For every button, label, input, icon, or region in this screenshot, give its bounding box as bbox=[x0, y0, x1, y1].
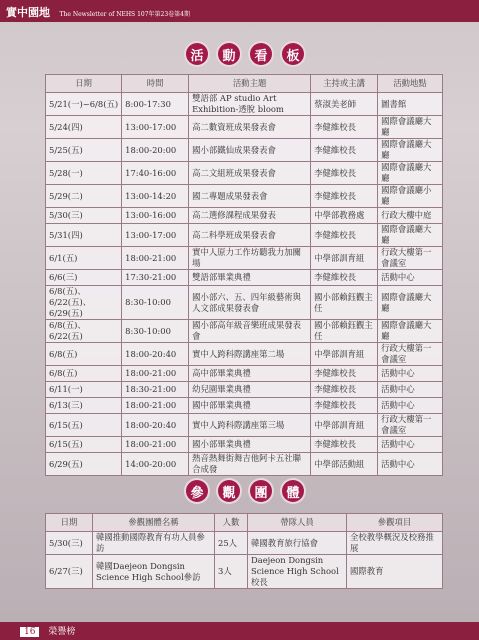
activities-table bbox=[45, 74, 443, 476]
table-cell: 中學部活動組 bbox=[311, 453, 378, 476]
table-row bbox=[46, 343, 443, 366]
table-cell: 6/8(五)、6/22(五)、6/29(五) bbox=[46, 286, 122, 320]
table-row bbox=[46, 382, 443, 398]
table-cell: 6/8(五) bbox=[46, 343, 122, 366]
table-cell: 8:30-10:00 bbox=[122, 320, 189, 343]
table-row bbox=[46, 116, 443, 139]
table-cell: 行政大樓第一會議室 bbox=[378, 343, 443, 366]
table-cell: 18:00-21:00 bbox=[122, 247, 189, 270]
table-cell: 雙語部畢業典禮 bbox=[189, 270, 311, 286]
table-cell: 國二專題成果發表會 bbox=[189, 185, 311, 208]
table-cell: 17:40-16:00 bbox=[122, 162, 189, 185]
newsletter-name: 實中園地 bbox=[6, 6, 50, 19]
top-banner bbox=[0, 0, 479, 22]
table-cell: 18:00-21:00 bbox=[122, 366, 189, 382]
table-cell: 國際會議廳大廳 bbox=[378, 286, 443, 320]
title-char: 板 bbox=[282, 43, 304, 65]
table-cell: 李健維校長 bbox=[311, 162, 378, 185]
table-row bbox=[46, 139, 443, 162]
table-cell: 全校教學概況及校務推展 bbox=[347, 532, 443, 555]
table-cell: 李健維校長 bbox=[311, 139, 378, 162]
table-cell: 李健維校長 bbox=[311, 398, 378, 414]
table-cell: 中學部訓育組 bbox=[311, 343, 378, 366]
table-cell: 雙語部 AP studio Art Exhibition-透脫 bloom bbox=[189, 93, 311, 116]
table-cell: 活動中心 bbox=[378, 366, 443, 382]
table-cell: 國際會議廳大廳 bbox=[378, 320, 443, 343]
table-cell: 3人 bbox=[215, 555, 248, 589]
table-cell: 高二數資班成果發表會 bbox=[189, 116, 311, 139]
table-cell: 國際教育 bbox=[347, 555, 443, 589]
table-cell: 國小部六、五、四年級藝術與人文部成果發表會 bbox=[189, 286, 311, 320]
table-row bbox=[46, 93, 443, 116]
table-header-row bbox=[46, 75, 443, 93]
table-cell: 國際會議廳大廳 bbox=[378, 162, 443, 185]
title-char: 動 bbox=[218, 43, 240, 65]
table-cell: 18:00-20:40 bbox=[122, 343, 189, 366]
table-cell: 活動中心 bbox=[378, 382, 443, 398]
col-leader: 帶隊人員 bbox=[248, 514, 347, 532]
table-cell: 中學部訓育組 bbox=[311, 247, 378, 270]
table-cell: 高二選修課程成果發表 bbox=[189, 208, 311, 224]
table-row bbox=[46, 162, 443, 185]
table-cell: 李健維校長 bbox=[311, 366, 378, 382]
table-cell: 李健維校長 bbox=[311, 116, 378, 139]
table-cell: 6/15(五) bbox=[46, 414, 122, 437]
table-cell: Daejeon Dongsin Science High School校長 bbox=[248, 555, 347, 589]
table-cell: 李健維校長 bbox=[311, 224, 378, 247]
table-row bbox=[46, 208, 443, 224]
table-cell: 幼兒園畢業典禮 bbox=[189, 382, 311, 398]
table-row bbox=[46, 555, 443, 589]
table-cell: 5/25(五) bbox=[46, 139, 122, 162]
table-cell: 13:00-17:00 bbox=[122, 116, 189, 139]
table-cell: 5/30(三) bbox=[46, 208, 122, 224]
table-row bbox=[46, 247, 443, 270]
table-cell: 李健維校長 bbox=[311, 382, 378, 398]
table-cell: 6/8(五)、6/22(五) bbox=[46, 320, 122, 343]
title-char: 團 bbox=[250, 480, 272, 502]
table-cell: 國小部賴鈺觀主任 bbox=[311, 320, 378, 343]
table-cell: 5/29(二) bbox=[46, 185, 122, 208]
table-cell: 5/21(一)~6/8(五) bbox=[46, 93, 122, 116]
table-cell: 國小部鐵仙成果發表會 bbox=[189, 139, 311, 162]
table-cell: 18:00-20:40 bbox=[122, 414, 189, 437]
table-cell: 13:00-16:00 bbox=[122, 208, 189, 224]
table-cell: 6/8(五) bbox=[46, 366, 122, 382]
col-date: 日期 bbox=[46, 75, 122, 93]
table-cell: 韓國Daejeon Dongsin Science High School參訪 bbox=[93, 555, 215, 589]
table-cell: 韓國推動國際教育有功人員參訪 bbox=[93, 532, 215, 555]
table-cell: 6/1(五) bbox=[46, 247, 122, 270]
col-group: 參觀團體名稱 bbox=[93, 514, 215, 532]
table-cell: 6/13(三) bbox=[46, 398, 122, 414]
table-cell: 韓國教育旅行協會 bbox=[248, 532, 347, 555]
section-label: 榮譽榜 bbox=[48, 627, 76, 637]
title-char: 活 bbox=[186, 43, 208, 65]
table-cell: 行政大樓第一會議室 bbox=[378, 414, 443, 437]
table-cell: 13:00-17:00 bbox=[122, 224, 189, 247]
table-header-row bbox=[46, 514, 443, 532]
table-cell: 8:00-17:30 bbox=[122, 93, 189, 116]
table-row bbox=[46, 270, 443, 286]
table-cell: 5/31(四) bbox=[46, 224, 122, 247]
masthead bbox=[6, 4, 190, 20]
col-date: 日期 bbox=[46, 514, 93, 532]
table-cell: 活動中心 bbox=[378, 398, 443, 414]
table-cell: 行政大樓中庭 bbox=[378, 208, 443, 224]
table-cell: 熱音熱舞街舞吉他阿卡五社聯合成發 bbox=[189, 453, 311, 476]
table-cell: 國際會議廳大廳 bbox=[378, 116, 443, 139]
footer-bar bbox=[0, 622, 479, 640]
title-char: 觀 bbox=[218, 480, 240, 502]
table-cell: 國際會議廳大廳 bbox=[378, 139, 443, 162]
table-row bbox=[46, 437, 443, 453]
table-row bbox=[46, 453, 443, 476]
table-cell: 6/15(五) bbox=[46, 437, 122, 453]
table-cell: 國際會議廳小廳 bbox=[378, 185, 443, 208]
table-cell: 8:30-10:00 bbox=[122, 286, 189, 320]
table-cell: 14:00-20:00 bbox=[122, 453, 189, 476]
table-cell: 活動中心 bbox=[378, 270, 443, 286]
table-cell: 中學部教務處 bbox=[311, 208, 378, 224]
visits-title bbox=[186, 480, 304, 502]
table-cell: 圖書館 bbox=[378, 93, 443, 116]
table-row bbox=[46, 185, 443, 208]
table-cell: 李健維校長 bbox=[311, 185, 378, 208]
table-cell: 5/28(一) bbox=[46, 162, 122, 185]
table-cell: 18:30-21:00 bbox=[122, 382, 189, 398]
page-number: 16 bbox=[20, 627, 39, 637]
table-row bbox=[46, 366, 443, 382]
title-char: 體 bbox=[282, 480, 304, 502]
table-cell: 活動中心 bbox=[378, 437, 443, 453]
table-cell: 李健維校長 bbox=[311, 270, 378, 286]
table-cell: 6/11(一) bbox=[46, 382, 122, 398]
col-items: 參觀項目 bbox=[347, 514, 443, 532]
table-cell: 國際會議廳大廳 bbox=[378, 224, 443, 247]
table-cell: 18:00-20:00 bbox=[122, 139, 189, 162]
newsletter-subtitle: The Newsletter of NEHS 107年第23卷第4期 bbox=[59, 11, 190, 18]
col-topic: 活動主題 bbox=[189, 75, 311, 93]
table-cell: 行政大樓第一會議室 bbox=[378, 247, 443, 270]
table-cell: 實中人原力工作坊聽我力加關場 bbox=[189, 247, 311, 270]
table-cell: 25人 bbox=[215, 532, 248, 555]
table-cell: 實中人跨科際講座第二場 bbox=[189, 343, 311, 366]
activities-title bbox=[186, 43, 304, 65]
table-row bbox=[46, 414, 443, 437]
table-cell: 高二科學班成果發表會 bbox=[189, 224, 311, 247]
table-cell: 5/30(三) bbox=[46, 532, 93, 555]
table-cell: 國中部畢業典禮 bbox=[189, 398, 311, 414]
table-cell: 18:00-21:00 bbox=[122, 398, 189, 414]
table-cell: 中學部訓育組 bbox=[311, 414, 378, 437]
title-char: 看 bbox=[250, 43, 272, 65]
page-marker bbox=[20, 624, 75, 637]
table-cell: 18:00-21:00 bbox=[122, 437, 189, 453]
table-cell: 17:30-21:00 bbox=[122, 270, 189, 286]
table-row bbox=[46, 286, 443, 320]
table-cell: 國小部畢業典禮 bbox=[189, 437, 311, 453]
table-cell: 高中部畢業典禮 bbox=[189, 366, 311, 382]
table-cell: 國小部賴鈺觀主任 bbox=[311, 286, 378, 320]
col-time: 時間 bbox=[122, 75, 189, 93]
col-count: 人數 bbox=[215, 514, 248, 532]
table-cell: 活動中心 bbox=[378, 453, 443, 476]
col-host: 主持或主講 bbox=[311, 75, 378, 93]
table-cell: 13:00-14:20 bbox=[122, 185, 189, 208]
table-cell: 實中人跨科際講座第三場 bbox=[189, 414, 311, 437]
table-cell: 李健維校長 bbox=[311, 437, 378, 453]
table-cell: 國小部高年級音樂班成果發表會 bbox=[189, 320, 311, 343]
title-char: 參 bbox=[186, 480, 208, 502]
col-location: 活動地點 bbox=[378, 75, 443, 93]
visits-table bbox=[45, 513, 443, 589]
table-cell: 6/27(三) bbox=[46, 555, 93, 589]
table-cell: 高二文組班成果發表會 bbox=[189, 162, 311, 185]
table-cell: 5/24(四) bbox=[46, 116, 122, 139]
table-row bbox=[46, 398, 443, 414]
table-cell: 蔡淑美老師 bbox=[311, 93, 378, 116]
table-row bbox=[46, 224, 443, 247]
table-cell: 6/6(三) bbox=[46, 270, 122, 286]
table-cell: 6/29(五) bbox=[46, 453, 122, 476]
table-row bbox=[46, 320, 443, 343]
table-row bbox=[46, 532, 443, 555]
